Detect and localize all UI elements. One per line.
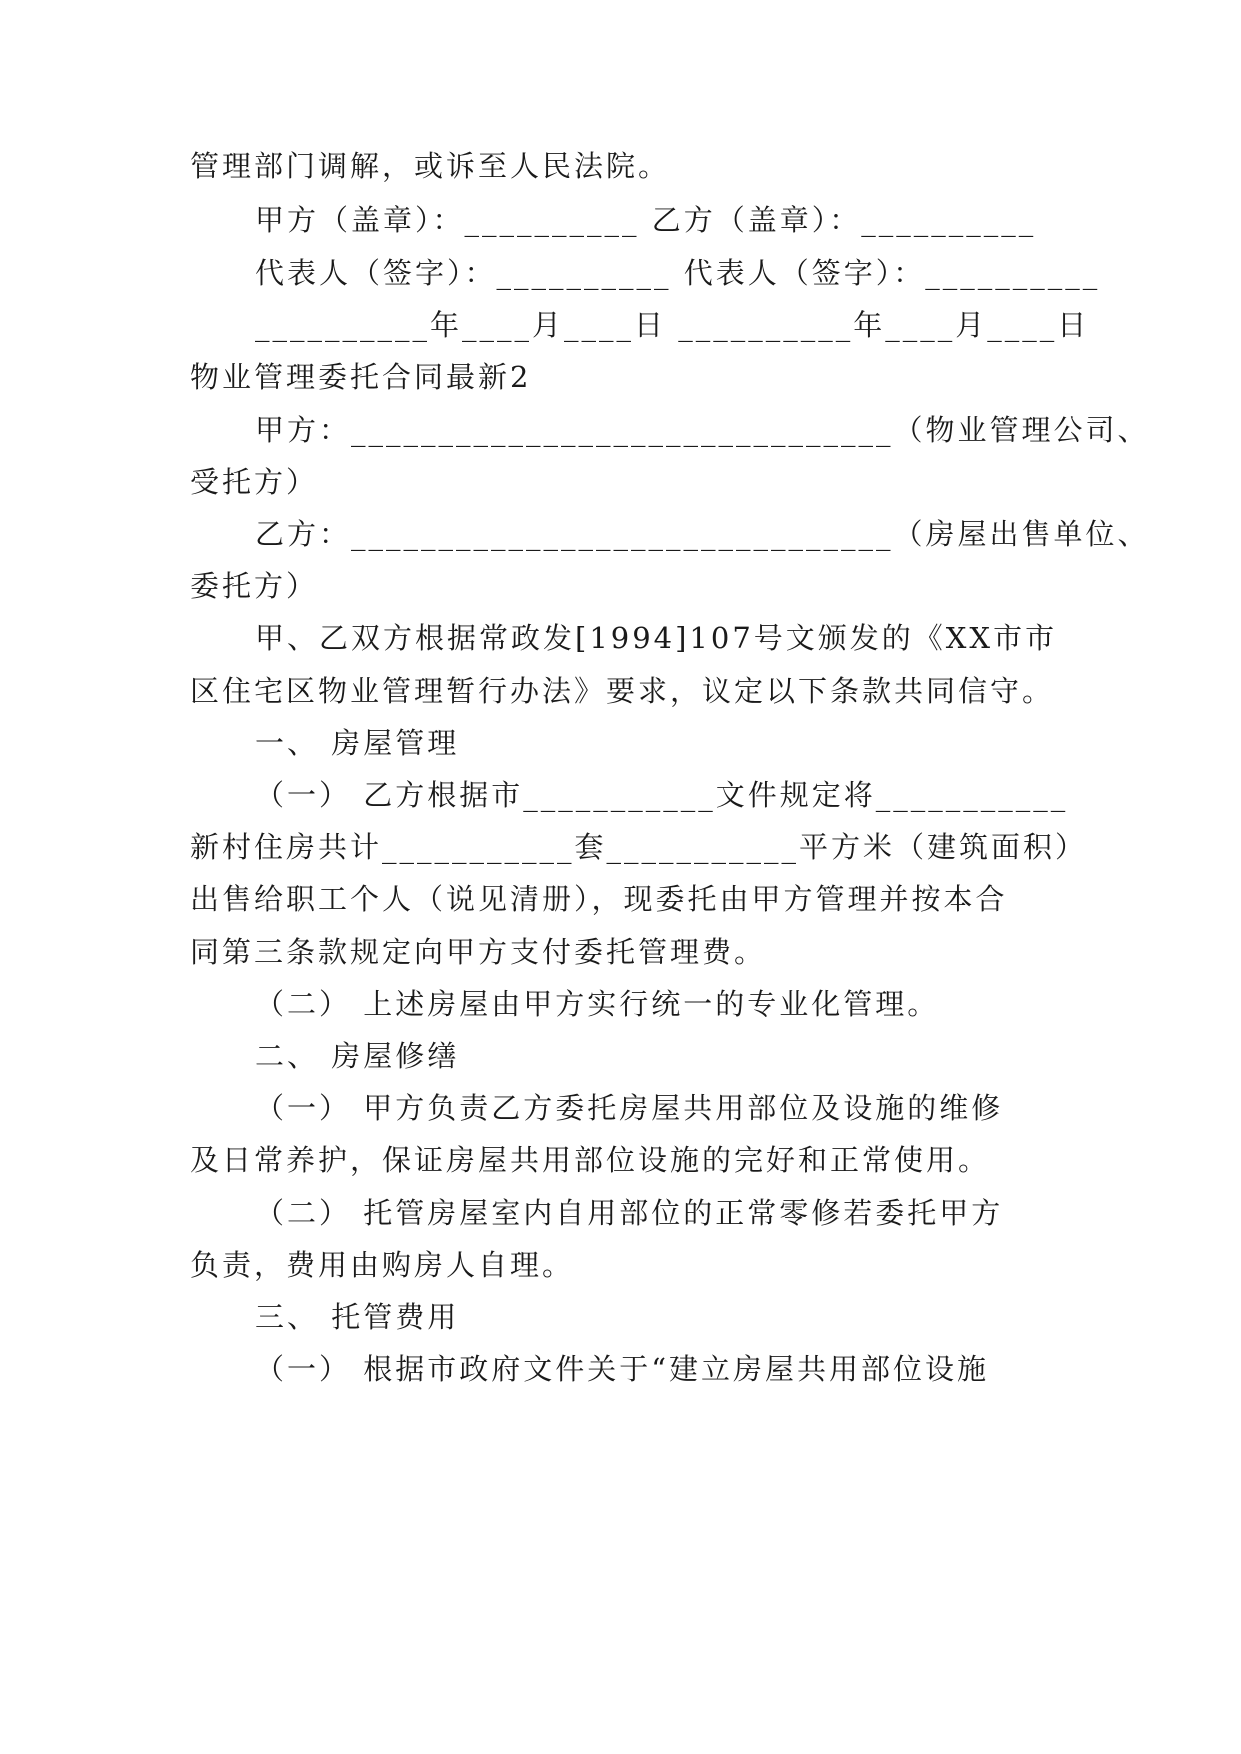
- text-line: 出售给职工个人（说见清册），现委托由甲方管理并按本合: [190, 882, 1008, 916]
- text-line: （一） 根据市政府文件关于“建立房屋共用部位设施: [255, 1352, 990, 1386]
- clause-heading: 一、 房屋管理: [255, 726, 460, 760]
- text-line: （二） 托管房屋室内自用部位的正常零修若委托甲方: [255, 1196, 1004, 1230]
- text-line: 甲方（盖章）：__________ 乙方（盖章）：__________: [255, 203, 1037, 237]
- text-line: （一） 乙方根据市___________文件规定将___________: [255, 778, 1069, 812]
- clause-heading: 三、 托管费用: [255, 1300, 460, 1334]
- text-line: 同第三条款规定向甲方支付委托管理费。: [190, 935, 767, 969]
- text-line: 甲、乙双方根据常政发[1994]107号文颁发的《XX市市: [255, 621, 1058, 655]
- text-line: __________年____月____日 __________年____月____日: [255, 308, 1090, 342]
- text-line: （一） 甲方负责乙方委托房屋共用部位及设施的维修: [255, 1091, 1004, 1125]
- text-line: 负责，费用由购房人自理。: [190, 1248, 575, 1282]
- text-line: 受托方）: [190, 465, 319, 499]
- text-line: 委托方）: [190, 569, 319, 603]
- text-line: 乙方：_______________________________（房屋出售单位、: [255, 517, 1150, 551]
- text-line: 代表人（签字）：__________ 代表人（签字）：__________: [255, 256, 1101, 290]
- text-line: 区住宅区物业管理暂行办法》要求，议定以下条款共同信守。: [190, 674, 1055, 708]
- text-line: 及日常养护，保证房屋共用部位设施的完好和正常使用。: [190, 1143, 991, 1177]
- text-line: 新村住房共计___________套___________平方米（建筑面积）: [190, 830, 1088, 864]
- text-line: 甲方：_______________________________（物业管理公司、: [255, 413, 1150, 447]
- clause-heading: 二、 房屋修缮: [255, 1039, 460, 1073]
- text-line: 管理部门调解，或诉至人民法院。: [190, 149, 671, 183]
- text-line: （二） 上述房屋由甲方实行统一的专业化管理。: [255, 987, 940, 1021]
- section-title: 物业管理委托合同最新2: [190, 360, 532, 394]
